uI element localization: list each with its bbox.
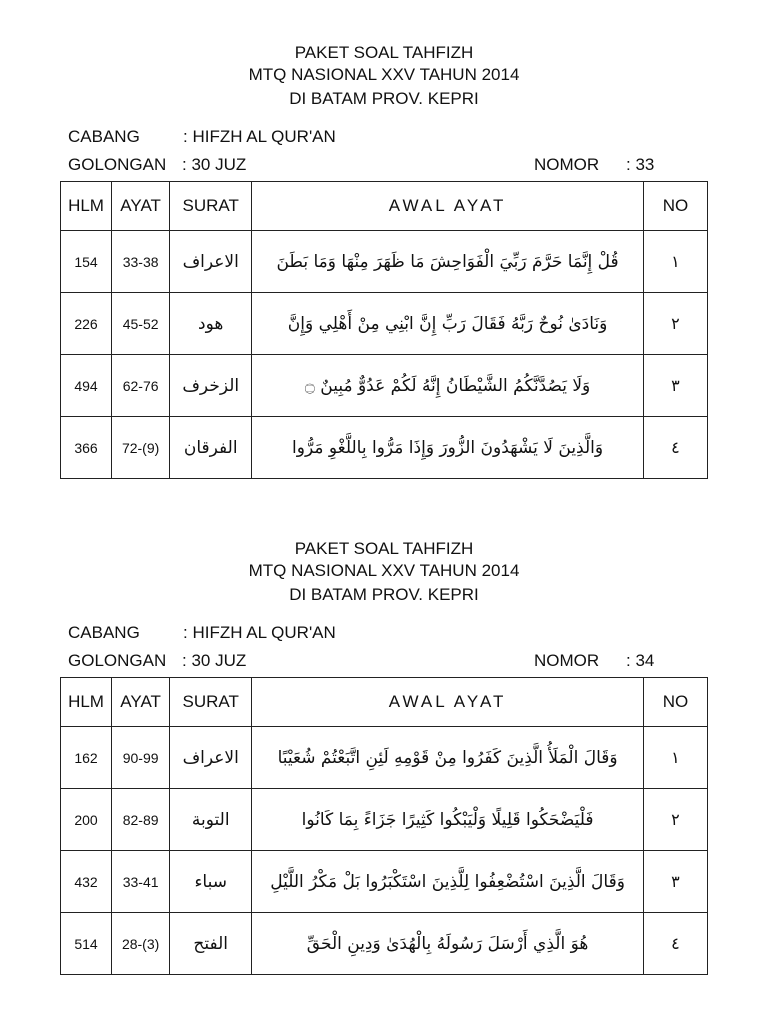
cell-surat: الفرقان xyxy=(170,417,252,479)
cabang-value: : HIFZH AL QUR'AN xyxy=(183,623,336,642)
header-ayat: AYAT xyxy=(112,678,170,727)
table-row xyxy=(61,231,708,293)
table-row xyxy=(61,789,708,851)
cell-ayat: 62-76 xyxy=(112,355,170,417)
cell-hlm: 494 xyxy=(61,355,112,417)
cell-surat: الاعراف xyxy=(170,727,252,789)
cell-ayat: 28-(3) xyxy=(112,913,170,975)
cell-awal-ayat: وَقَالَ الْمَلَأُ الَّذِينَ كَفَرُوا مِنْ قَوْمِهِ لَئِنِ اتَّبَعْتُمْ شُعَيْبًا xyxy=(252,727,644,789)
cabang-value: : HIFZH AL QUR'AN xyxy=(183,127,336,146)
cell-awal-ayat: قُلْ إِنَّمَا حَرَّمَ رَبِّيَ الْفَوَاحِشَ مَا ظَهَرَ مِنْهَا وَمَا بَطَنَ xyxy=(252,231,644,293)
table-header-row xyxy=(61,182,708,231)
sheet-title-line-3: DI BATAM PROV. KEPRI xyxy=(289,89,479,108)
cell-no: ٤ xyxy=(643,417,707,479)
cell-surat: هود xyxy=(170,293,252,355)
cell-ayat: 90-99 xyxy=(112,727,170,789)
cell-surat: الفتح xyxy=(170,913,252,975)
header-no: NO xyxy=(643,678,707,727)
table-row xyxy=(61,727,708,789)
header-surat: SURAT xyxy=(170,182,252,231)
cell-hlm: 162 xyxy=(61,727,112,789)
table-row xyxy=(61,913,708,975)
golongan-value: : 30 JUZ xyxy=(182,651,247,670)
question-table xyxy=(60,181,708,479)
cell-no: ٢ xyxy=(643,789,707,851)
header-ayat: AYAT xyxy=(112,182,170,231)
table-row xyxy=(61,417,708,479)
header-hlm: HLM xyxy=(61,182,112,231)
cabang-label: CABANG xyxy=(68,623,140,642)
cell-ayat: 33-41 xyxy=(112,851,170,913)
cell-ayat: 33-38 xyxy=(112,231,170,293)
header-surat: SURAT xyxy=(170,678,252,727)
question-table xyxy=(60,677,708,975)
cell-no: ١ xyxy=(643,727,707,789)
sheet-title-line-3: DI BATAM PROV. KEPRI xyxy=(289,585,479,604)
header-hlm: HLM xyxy=(61,678,112,727)
cell-surat: التوبة xyxy=(170,789,252,851)
cabang-label: CABANG xyxy=(68,127,140,146)
cell-awal-ayat: فَلْيَضْحَكُوا قَلِيلًا وَلْيَبْكُوا كَثِيرًا جَزَاءً بِمَا كَانُوا xyxy=(252,789,644,851)
cell-awal-ayat: وَنَادَىٰ نُوحٌ رَبَّهُ فَقَالَ رَبِّ إِنَّ ابْنِي مِنْ أَهْلِي وَإِنَّ xyxy=(252,293,644,355)
cell-ayat: 45-52 xyxy=(112,293,170,355)
cell-ayat: 82-89 xyxy=(112,789,170,851)
nomor-label: NOMOR xyxy=(534,651,600,670)
header-awal-ayat: AWAL AYAT xyxy=(252,182,644,231)
cell-hlm: 226 xyxy=(61,293,112,355)
cell-awal-ayat: وَقَالَ الَّذِينَ اسْتُضْعِفُوا لِلَّذِينَ اسْتَكْبَرُوا بَلْ مَكْرُ اللَّيْلِ xyxy=(252,851,644,913)
table-header-row xyxy=(61,678,708,727)
nomor-value: : 33 xyxy=(626,155,655,174)
cell-no: ٢ xyxy=(643,293,707,355)
cell-surat: سباء xyxy=(170,851,252,913)
table-row xyxy=(61,355,708,417)
cell-surat: الاعراف xyxy=(170,231,252,293)
cell-no: ٣ xyxy=(643,355,707,417)
cell-hlm: 432 xyxy=(61,851,112,913)
sheet-title-line-1: PAKET SOAL TAHFIZH xyxy=(294,539,474,558)
table-row xyxy=(61,851,708,913)
cell-ayat: 72-(9) xyxy=(112,417,170,479)
header-awal-ayat: AWAL AYAT xyxy=(252,678,644,727)
cell-hlm: 154 xyxy=(61,231,112,293)
cell-hlm: 366 xyxy=(61,417,112,479)
sheet-title-line-1: PAKET SOAL TAHFIZH xyxy=(294,43,474,62)
nomor-label: NOMOR xyxy=(534,155,600,174)
cell-awal-ayat: وَلَا يَصُدَّنَّكُمُ الشَّيْطَانُ إِنَّهُ لَكُمْ عَدُوٌّ مُبِينٌ ۝ xyxy=(252,355,644,417)
cell-surat: الزخرف xyxy=(170,355,252,417)
golongan-label: GOLONGAN xyxy=(68,651,167,670)
cell-hlm: 200 xyxy=(61,789,112,851)
cell-awal-ayat: هُوَ الَّذِي أَرْسَلَ رَسُولَهُ بِالْهُدَىٰ وَدِينِ الْحَقِّ xyxy=(252,913,644,975)
nomor-value: : 34 xyxy=(626,651,655,670)
cell-awal-ayat: وَالَّذِينَ لَا يَشْهَدُونَ الزُّورَ وَإِذَا مَرُّوا بِاللَّغْوِ مَرُّوا xyxy=(252,417,644,479)
golongan-value: : 30 JUZ xyxy=(182,155,247,174)
sheet-title-line-2: MTQ NASIONAL XXV TAHUN 2014 xyxy=(248,65,520,84)
golongan-label: GOLONGAN xyxy=(68,155,167,174)
cell-hlm: 514 xyxy=(61,913,112,975)
sheet-title-line-2: MTQ NASIONAL XXV TAHUN 2014 xyxy=(248,561,520,580)
table-row xyxy=(61,293,708,355)
header-no: NO xyxy=(643,182,707,231)
cell-no: ١ xyxy=(643,231,707,293)
cell-no: ٤ xyxy=(643,913,707,975)
cell-no: ٣ xyxy=(643,851,707,913)
